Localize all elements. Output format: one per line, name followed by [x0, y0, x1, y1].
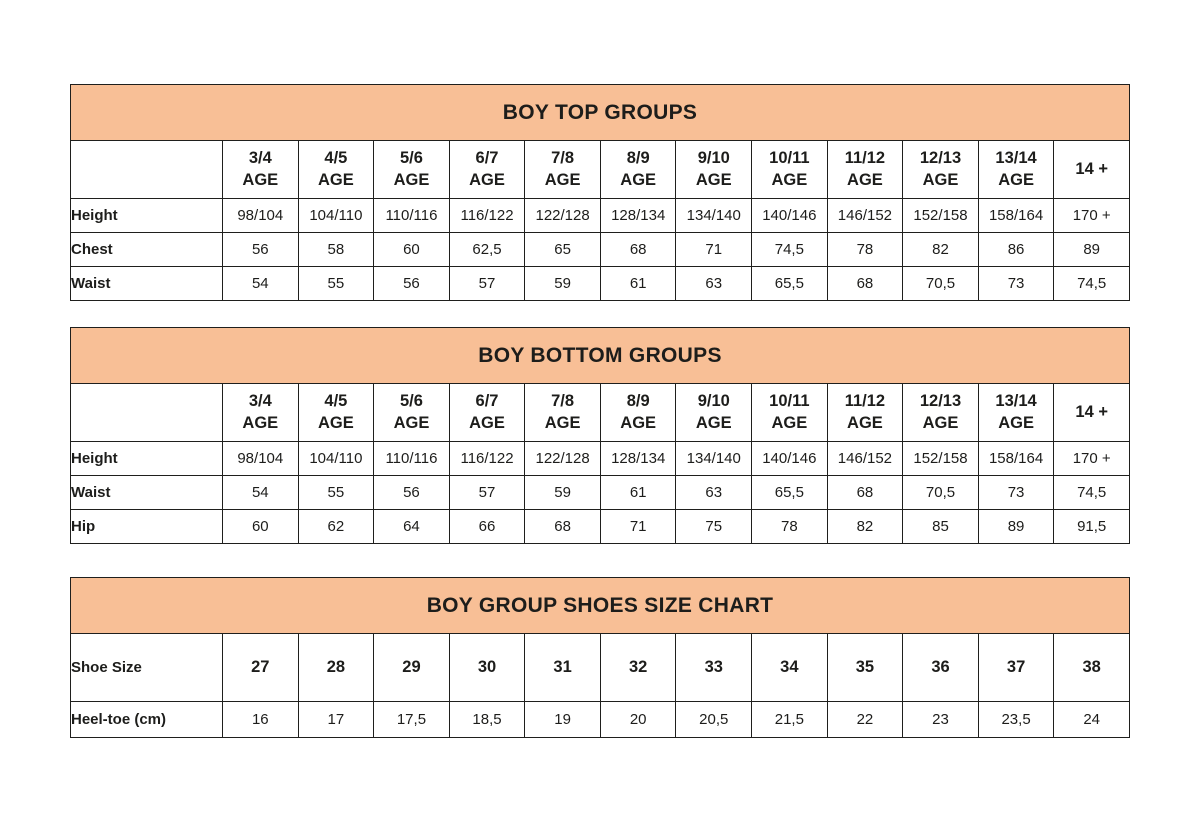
table-title-band — [71, 578, 1130, 634]
age-header-cell: 7/8 AGE — [525, 141, 601, 199]
age-header-cell: 10/11 AGE — [752, 384, 828, 442]
value-cell: 98/104 — [223, 199, 299, 233]
value-cell: 29 — [374, 634, 450, 702]
age-header-cell: 3/4 AGE — [223, 141, 299, 199]
value-cell: 35 — [827, 634, 903, 702]
value-cell: 70,5 — [903, 476, 979, 510]
value-cell: 122/128 — [525, 199, 601, 233]
value-cell: 34 — [752, 634, 828, 702]
age-header-cell: 13/14 AGE — [978, 384, 1054, 442]
value-cell: 59 — [525, 267, 601, 301]
age-header-cell: 5/6 AGE — [374, 141, 450, 199]
age-header-cell: 11/12 AGE — [827, 141, 903, 199]
age-header-cell: 14 + — [1054, 141, 1130, 199]
value-cell: 57 — [449, 476, 525, 510]
value-cell: 33 — [676, 634, 752, 702]
row-label: Shoe Size — [71, 634, 223, 702]
value-cell: 152/158 — [903, 199, 979, 233]
value-cell: 30 — [449, 634, 525, 702]
value-cell: 20 — [600, 702, 676, 738]
value-cell: 55 — [298, 267, 374, 301]
table-row — [71, 634, 1130, 702]
table-title: BOY TOP GROUPS — [71, 85, 1130, 141]
size-table — [70, 577, 1130, 738]
value-cell: 128/134 — [600, 442, 676, 476]
age-header-cell: 3/4 AGE — [223, 384, 299, 442]
age-header-cell: 9/10 AGE — [676, 141, 752, 199]
value-cell: 78 — [827, 233, 903, 267]
age-header-cell: 11/12 AGE — [827, 384, 903, 442]
age-header-cell: 13/14 AGE — [978, 141, 1054, 199]
value-cell: 56 — [374, 267, 450, 301]
value-cell: 17 — [298, 702, 374, 738]
value-cell: 158/164 — [978, 199, 1054, 233]
value-cell: 89 — [978, 510, 1054, 544]
age-header-cell: 6/7 AGE — [449, 141, 525, 199]
value-cell: 110/116 — [374, 442, 450, 476]
value-cell: 54 — [223, 267, 299, 301]
value-cell: 78 — [752, 510, 828, 544]
value-cell: 36 — [903, 634, 979, 702]
value-cell: 22 — [827, 702, 903, 738]
row-label: Height — [71, 199, 223, 233]
value-cell: 27 — [223, 634, 299, 702]
value-cell: 134/140 — [676, 199, 752, 233]
value-cell: 68 — [525, 510, 601, 544]
value-cell: 56 — [374, 476, 450, 510]
value-cell: 70,5 — [903, 267, 979, 301]
table-row — [71, 702, 1130, 738]
value-cell: 74,5 — [752, 233, 828, 267]
age-header-cell: 9/10 AGE — [676, 384, 752, 442]
row-label: Waist — [71, 267, 223, 301]
value-cell: 152/158 — [903, 442, 979, 476]
value-cell: 60 — [374, 233, 450, 267]
table-row — [71, 510, 1130, 544]
age-header-row — [71, 384, 1130, 442]
table-corner-cell — [71, 384, 223, 442]
value-cell: 140/146 — [752, 199, 828, 233]
boy-bottom-groups-table — [70, 327, 1130, 544]
value-cell: 65 — [525, 233, 601, 267]
value-cell: 73 — [978, 267, 1054, 301]
row-label: Heel-toe (cm) — [71, 702, 223, 738]
value-cell: 63 — [676, 267, 752, 301]
value-cell: 116/122 — [449, 442, 525, 476]
table-row — [71, 199, 1130, 233]
table-title: BOY GROUP SHOES SIZE CHART — [71, 578, 1130, 634]
table-title: BOY BOTTOM GROUPS — [71, 328, 1130, 384]
age-header-cell: 4/5 AGE — [298, 384, 374, 442]
value-cell: 62 — [298, 510, 374, 544]
value-cell: 146/152 — [827, 199, 903, 233]
age-header-row — [71, 141, 1130, 199]
age-header-cell: 10/11 AGE — [752, 141, 828, 199]
value-cell: 68 — [600, 233, 676, 267]
row-label: Height — [71, 442, 223, 476]
age-header-cell: 14 + — [1054, 384, 1130, 442]
table-title-band — [71, 85, 1130, 141]
value-cell: 28 — [298, 634, 374, 702]
value-cell: 86 — [978, 233, 1054, 267]
value-cell: 116/122 — [449, 199, 525, 233]
value-cell: 128/134 — [600, 199, 676, 233]
value-cell: 104/110 — [298, 442, 374, 476]
value-cell: 122/128 — [525, 442, 601, 476]
value-cell: 56 — [223, 233, 299, 267]
value-cell: 19 — [525, 702, 601, 738]
boy-top-groups-table — [70, 84, 1130, 301]
table-row — [71, 267, 1130, 301]
boy-shoes-size-chart-table — [70, 577, 1130, 738]
table-body — [71, 384, 1130, 544]
value-cell: 64 — [374, 510, 450, 544]
value-cell: 65,5 — [752, 476, 828, 510]
age-header-cell: 8/9 AGE — [600, 141, 676, 199]
value-cell: 104/110 — [298, 199, 374, 233]
value-cell: 16 — [223, 702, 299, 738]
value-cell: 23,5 — [978, 702, 1054, 738]
value-cell: 68 — [827, 476, 903, 510]
table-row — [71, 476, 1130, 510]
table-title-band — [71, 328, 1130, 384]
value-cell: 57 — [449, 267, 525, 301]
value-cell: 63 — [676, 476, 752, 510]
value-cell: 58 — [298, 233, 374, 267]
table-corner-cell — [71, 141, 223, 199]
value-cell: 158/164 — [978, 442, 1054, 476]
value-cell: 61 — [600, 267, 676, 301]
value-cell: 54 — [223, 476, 299, 510]
table-body — [71, 634, 1130, 738]
value-cell: 18,5 — [449, 702, 525, 738]
value-cell: 85 — [903, 510, 979, 544]
table-row — [71, 442, 1130, 476]
value-cell: 24 — [1054, 702, 1130, 738]
value-cell: 60 — [223, 510, 299, 544]
age-header-cell: 6/7 AGE — [449, 384, 525, 442]
table-body — [71, 141, 1130, 301]
value-cell: 65,5 — [752, 267, 828, 301]
value-cell: 31 — [525, 634, 601, 702]
row-label: Hip — [71, 510, 223, 544]
value-cell: 61 — [600, 476, 676, 510]
value-cell: 170 + — [1054, 442, 1130, 476]
age-header-cell: 12/13 AGE — [903, 141, 979, 199]
value-cell: 21,5 — [752, 702, 828, 738]
value-cell: 32 — [600, 634, 676, 702]
table-row — [71, 233, 1130, 267]
value-cell: 37 — [978, 634, 1054, 702]
value-cell: 91,5 — [1054, 510, 1130, 544]
value-cell: 38 — [1054, 634, 1130, 702]
age-header-cell: 7/8 AGE — [525, 384, 601, 442]
value-cell: 66 — [449, 510, 525, 544]
age-header-cell: 8/9 AGE — [600, 384, 676, 442]
row-label: Waist — [71, 476, 223, 510]
value-cell: 71 — [600, 510, 676, 544]
value-cell: 68 — [827, 267, 903, 301]
value-cell: 146/152 — [827, 442, 903, 476]
value-cell: 89 — [1054, 233, 1130, 267]
age-header-cell: 12/13 AGE — [903, 384, 979, 442]
value-cell: 23 — [903, 702, 979, 738]
value-cell: 17,5 — [374, 702, 450, 738]
value-cell: 82 — [903, 233, 979, 267]
value-cell: 62,5 — [449, 233, 525, 267]
value-cell: 170 + — [1054, 199, 1130, 233]
row-label: Chest — [71, 233, 223, 267]
value-cell: 73 — [978, 476, 1054, 510]
value-cell: 140/146 — [752, 442, 828, 476]
value-cell: 74,5 — [1054, 476, 1130, 510]
value-cell: 55 — [298, 476, 374, 510]
value-cell: 71 — [676, 233, 752, 267]
age-header-cell: 5/6 AGE — [374, 384, 450, 442]
value-cell: 134/140 — [676, 442, 752, 476]
value-cell: 82 — [827, 510, 903, 544]
value-cell: 98/104 — [223, 442, 299, 476]
value-cell: 75 — [676, 510, 752, 544]
value-cell: 74,5 — [1054, 267, 1130, 301]
value-cell: 20,5 — [676, 702, 752, 738]
size-table — [70, 327, 1130, 544]
size-table — [70, 84, 1130, 301]
age-header-cell: 4/5 AGE — [298, 141, 374, 199]
value-cell: 59 — [525, 476, 601, 510]
value-cell: 110/116 — [374, 199, 450, 233]
